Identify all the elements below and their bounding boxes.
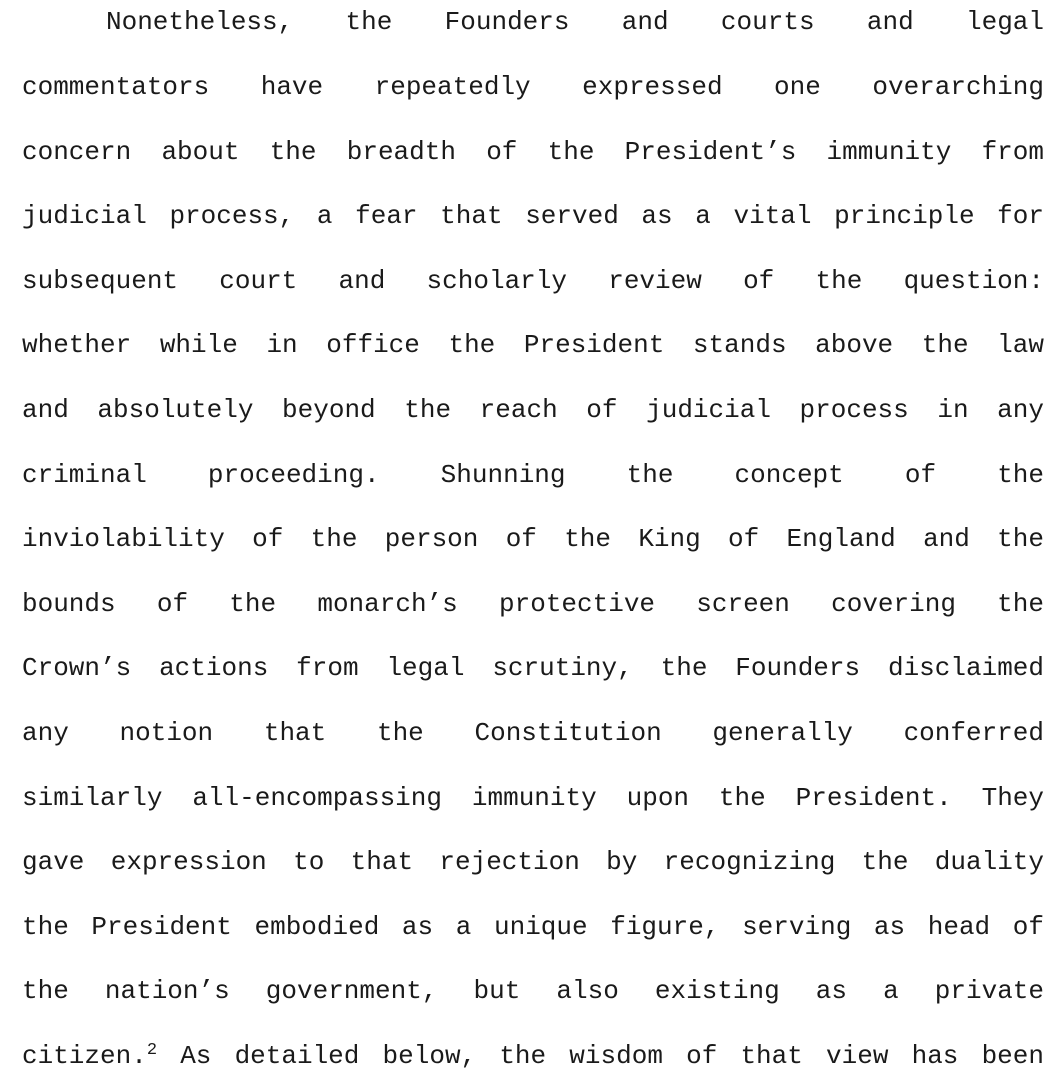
paragraph-line: criminal proceeding. Shunning the concept of the — [22, 460, 1044, 490]
paragraph-line: similarly all-encompassing immunity upon the President. They — [22, 783, 1044, 813]
paragraph-line: bounds of the monarch’s protective screen covering the — [22, 589, 1044, 619]
paragraph-line: whether while in office the President stands above the law — [22, 330, 1044, 360]
paragraph-line: and absolutely beyond the reach of judicial process in any — [22, 395, 1044, 425]
paragraph-line: Crown’s actions from legal scrutiny, the Founders disclaimed — [22, 653, 1044, 683]
paragraph-line: inviolability of the person of the King of England and the — [22, 524, 1044, 554]
paragraph-line: subsequent court and scholarly review of the question: — [22, 266, 1044, 296]
paragraph-line: judicial process, a fear that served as a vital principle for — [22, 201, 1044, 231]
paragraph-line: concern about the breadth of the President’s immunity from — [22, 137, 1044, 167]
paragraph-line: Nonetheless, the Founders and courts and legal — [106, 7, 1044, 37]
paragraph-last-line — [22, 1036, 1044, 1076]
last-line-rest: As detailed below, the wisdom of that view has been — [157, 1041, 1044, 1071]
footnote-reference[interactable]: 2 — [146, 1041, 158, 1060]
paragraph-line: gave expression to that rejection by recognizing the duality — [22, 847, 1044, 877]
last-line-start: citizen. — [22, 1041, 147, 1071]
paragraph-line: the nation’s government, but also existing as a private — [22, 976, 1044, 1006]
document-page — [22, 0, 1044, 1077]
paragraph-line: commentators have repeatedly expressed one overarching — [22, 72, 1044, 102]
paragraph-line: the President embodied as a unique figure, serving as head of — [22, 912, 1044, 942]
paragraph-line: any notion that the Constitution generally conferred — [22, 718, 1044, 748]
